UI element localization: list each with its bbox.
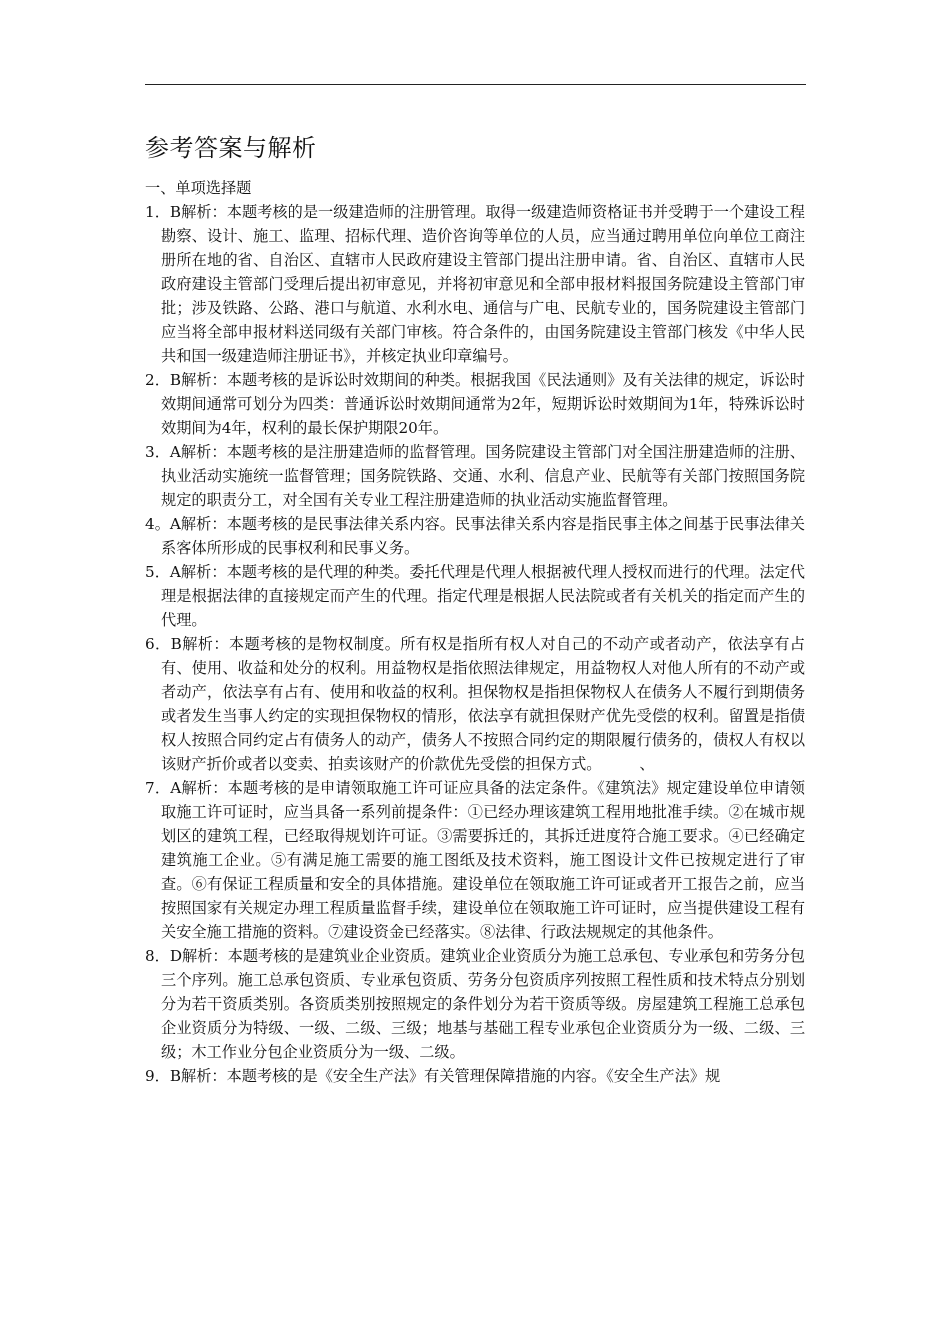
answer-item-2: 2．B解析：本题考核的是诉讼时效期间的种类。根据我国《民法通则》及有关法律的规定，诉讼时效期间通常可划分为四类：普通诉讼时效期间通常为2年，短期诉讼时效期间为1年，特殊诉讼时效期间为4年，权利的最长保护期限20年。: [145, 371, 805, 437]
section-heading: 一、单项选择题: [145, 179, 252, 197]
answer-item-1: 1．B解析：本题考核的是一级建造师的注册管理。取得一级建造师资格证书并受聘于一个建设工程勘察、设计、施工、监理、招标代理、造价咨询等单位的人员，应当通过聘用单位向单位工商注册所在地的省、自治区、直辖市人民政府建设主管部门提出注册申请。省、自治区、直辖市人民政府建设主管部门受理后提出初审意见，并将初审意见和全部申报材料报国务院建设主管部门审批；涉及铁路、公路、港口与航道、水利水电、通信与广电、民航专业的，国务院建设主管部门应当将全部申报材料送同级有关部门审核。符合条件的，由国务院建设主管部门核发《中华人民共和国一级建造师注册证书》，并核定执业印章编号。: [145, 203, 805, 365]
answer-content: [145, 176, 805, 1088]
answer-item-5: 5．A解析：本题考核的是代理的种类。委托代理是代理人根据被代理人授权而进行的代理。法定代理是根据法律的直接规定而产生的代理。指定代理是根据人民法院或者有关机关的指定而产生的代理。: [145, 563, 805, 629]
answer-item-7: 7．A解析：本题考核的是申请领取施工许可证应具备的法定条件。《建筑法》规定建设单位申请领取施工许可证时，应当具备一系列前提条件：①已经办理该建筑工程用地批准手续。②在城市规划区的建筑工程，已经取得规划许可证。③需要拆迁的，其拆迁进度符合施工要求。④已经确定建筑施工企业。⑤有满足施工需要的施工图纸及技术资料，施工图设计文件已按规定进行了审查。⑥有保证工程质量和安全的具体措施。建设单位在领取施工许可证或者开工报告之前，应当按照国家有关规定办理工程质量监督手续，建设单位在领取施工许可证时，应当提供建设工程有关安全施工措施的资料。⑦建设资金已经落实。⑧法律、行政法规规定的其他条件。: [145, 779, 805, 941]
header-rule: [145, 84, 806, 85]
page-title: 参考答案与解析: [145, 134, 317, 162]
answer-item-8: 8．D解析：本题考核的是建筑业企业资质。建筑业企业资质分为施工总承包、专业承包和劳务分包三个序列。施工总承包资质、专业承包资质、劳务分包资质序列按照工程性质和技术特点分别划分为若干资质类别。各资质类别按照规定的条件划分为若干资质等级。房屋建筑工程施工总承包企业资质分为特级、一级、二级、三级；地基与基础工程专业承包企业资质分为一级、二级、三级；木工作业分包企业资质分为一级、二级。: [145, 947, 805, 1061]
answer-item-4: 4。A解析：本题考核的是民事法律关系内容。民事法律关系内容是指民事主体之间基于民事法律关系客体所形成的民事权利和民事义务。: [145, 515, 805, 557]
answer-item-9: 9．B解析：本题考核的是《安全生产法》有关管理保障措施的内容。《安全生产法》规: [145, 1067, 721, 1085]
answer-item-6: 6．B解析：本题考核的是物权制度。所有权是指所有权人对自己的不动产或者动产，依法享有占有、使用、收益和处分的权利。用益物权是指依照法律规定，用益物权人对他人所有的不动产或者动产，依法享有占有、使用和收益的权利。担保物权是指担保物权人在债务人不履行到期债务或者发生当事人约定的实现担保物权的情形，依法享有就担保财产优先受偿的权利。留置是指债权人按照合同约定占有债务人的动产，债务人不按照合同约定的期限履行债务的，债权人有权以该财产折价或者以变卖、拍卖该财产的价款优先受偿的担保方式。 、: [145, 635, 805, 773]
answer-item-3: 3．A解析：本题考核的是注册建造师的监督管理。国务院建设主管部门对全国注册建造师的注册、执业活动实施统一监督管理；国务院铁路、交通、水利、信息产业、民航等有关部门按照国务院规定的职责分工，对全国有关专业工程注册建造师的执业活动实施监督管理。: [145, 443, 805, 509]
